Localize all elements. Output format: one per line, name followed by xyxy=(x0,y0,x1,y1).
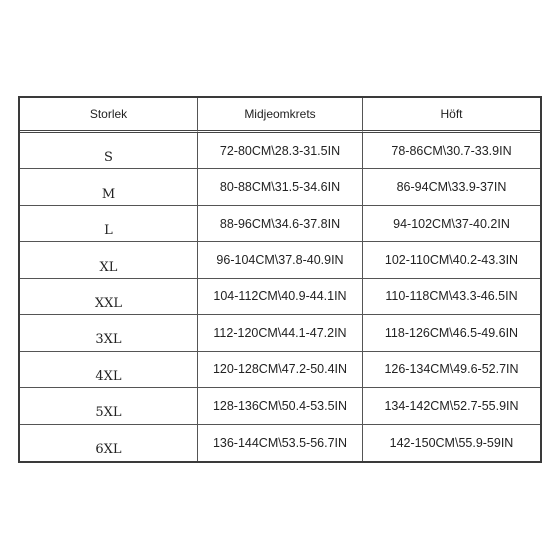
waist-value: 128-136CM\50.4-53.5IN xyxy=(198,388,363,424)
header-size: Storlek xyxy=(20,98,198,133)
header-hip: Höft xyxy=(363,98,540,133)
size-label: M xyxy=(20,169,198,205)
waist-value: 112-120CM\44.1-47.2IN xyxy=(198,315,363,351)
waist-value: 72-80CM\28.3-31.5IN xyxy=(198,133,363,169)
hip-value: 134-142CM\52.7-55.9IN xyxy=(363,388,540,424)
hip-value: 126-134CM\49.6-52.7IN xyxy=(363,352,540,388)
size-label: XXL xyxy=(20,279,198,315)
waist-value: 104-112CM\40.9-44.1IN xyxy=(198,279,363,315)
size-label: 5XL xyxy=(20,388,198,424)
size-label: S xyxy=(20,133,198,169)
hip-value: 142-150CM\55.9-59IN xyxy=(389,435,514,450)
size-label: XL xyxy=(20,242,198,278)
size-label: L xyxy=(20,206,198,242)
hip-value: 86-94CM\33.9-37IN xyxy=(363,169,540,205)
waist-value: 96-104CM\37.8-40.9IN xyxy=(198,242,363,278)
size-chart-table xyxy=(18,96,542,463)
hip-value: 118-126CM\46.5-49.6IN xyxy=(363,315,540,351)
size-label: 3XL xyxy=(20,315,198,351)
waist-value: 120-128CM\47.2-50.4IN xyxy=(198,352,363,388)
hip-value: 110-118CM\43.3-46.5IN xyxy=(363,279,540,315)
hip-value: 94-102CM\37-40.2IN xyxy=(363,206,540,242)
hip-value: 102-110CM\40.2-43.3IN xyxy=(363,242,540,278)
waist-value: 136-144CM\53.5-56.7IN xyxy=(198,425,363,461)
waist-value: 88-96CM\34.6-37.8IN xyxy=(198,206,363,242)
header-waist: Midjeomkrets xyxy=(198,98,363,133)
size-label: 4XL xyxy=(20,352,198,388)
waist-value: 80-88CM\31.5-34.6IN xyxy=(198,169,363,205)
hip-value: 78-86CM\30.7-33.9IN xyxy=(363,133,540,169)
size-label: 6XL xyxy=(20,425,198,461)
